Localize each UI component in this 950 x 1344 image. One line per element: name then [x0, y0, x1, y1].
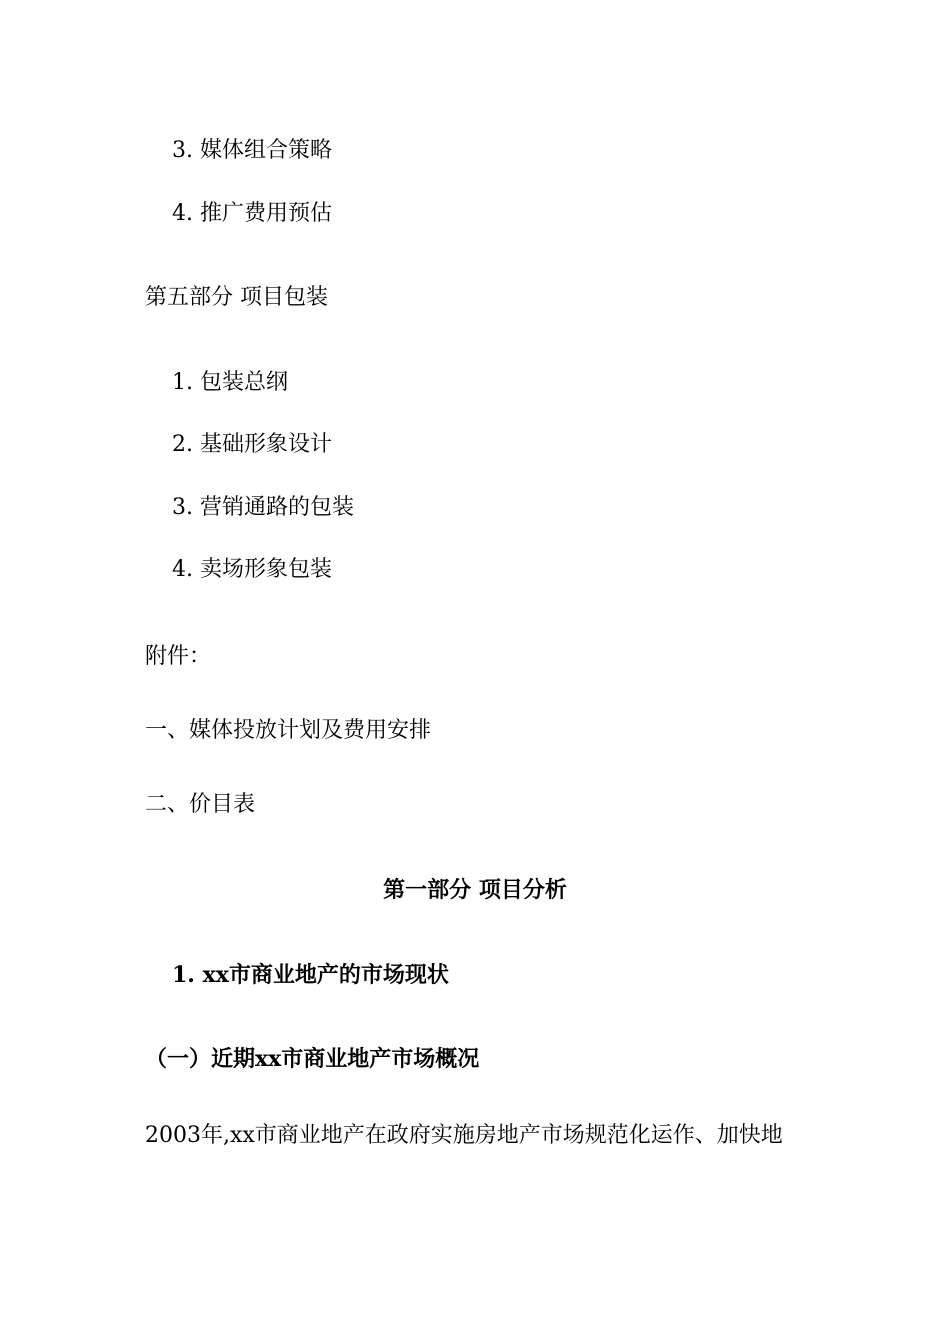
part-five-heading: 第五部分 项目包装 [145, 285, 328, 310]
appendix-label: 附件： [145, 644, 212, 669]
toc-item-promotion-cost: 4. 推广费用预估 [172, 201, 332, 226]
toc-item-channel-packaging: 3. 营销通路的包装 [172, 495, 354, 520]
part-one-heading: 第一部分 项目分析 [383, 877, 567, 903]
toc-item-media-strategy: 3. 媒体组合策略 [172, 138, 332, 163]
body-paragraph: 2003年,xx市商业地产在政府实施房地产市场规范化运作、加快地 [145, 1123, 783, 1148]
section-one-heading: 1. xx市商业地产的市场现状 [172, 962, 449, 988]
appendix-item-price-list: 二、价目表 [145, 792, 256, 817]
toc-item-basic-image-design: 2. 基础形象设计 [172, 432, 332, 457]
appendix-item-media-plan: 一、媒体投放计划及费用安排 [145, 718, 432, 743]
toc-item-store-image-packaging: 4. 卖场形象包装 [172, 557, 332, 582]
toc-item-packaging-outline: 1. 包装总纲 [172, 370, 288, 395]
subsection-heading: （一）近期xx市商业地产市场概况 [145, 1046, 480, 1072]
